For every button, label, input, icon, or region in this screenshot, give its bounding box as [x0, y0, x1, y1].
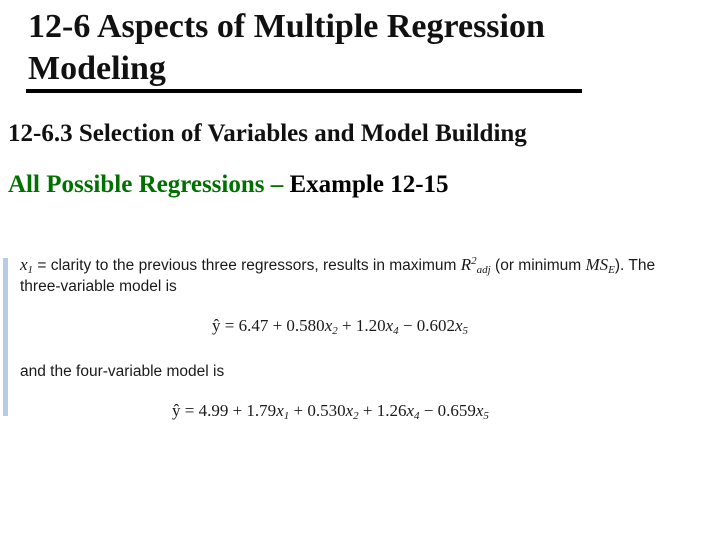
- eq2-x1: $x_1$: [276, 401, 290, 422]
- eq2-term3: + 1.26: [358, 401, 407, 420]
- slide-title-line1: 12-6 Aspects of Multiple Regression: [28, 8, 545, 45]
- title-underline: [26, 89, 582, 93]
- section-heading: 12-6.3 Selection of Variables and Model Building: [8, 120, 527, 147]
- eq1-term3: − 0.602: [398, 316, 455, 335]
- eq2-x4: $x_4$: [406, 401, 420, 422]
- excerpt-line-1-post: ). The: [614, 257, 656, 274]
- eq1-x5: $x_5$: [454, 316, 469, 337]
- excerpt-line-1-pre: = clarity to the previous three regressors, results in maximum: [37, 257, 457, 274]
- slide-title: [28, 6, 545, 90]
- math-mse: $MS_E$: [585, 255, 615, 276]
- eq2-term2: + 0.530: [289, 401, 346, 420]
- eq2-x5: $x_5$: [475, 401, 489, 422]
- three-variable-equation: [212, 316, 468, 336]
- eq1-term2: + 1.20: [337, 316, 386, 335]
- eq2-term4: − 0.659: [419, 401, 476, 420]
- math-r2-adj: $R^2_{adj}$: [460, 255, 491, 276]
- excerpt-line-1: [20, 254, 655, 277]
- eq1-x2: $x_2$: [324, 316, 338, 337]
- excerpt-line-3: and the four-variable model is: [20, 363, 225, 380]
- math-x1: $x_1$: [20, 255, 34, 276]
- example-heading-method: All Possible Regressions –: [8, 171, 284, 198]
- example-heading-label: Example 12-15: [283, 171, 449, 198]
- eq2-lhs: ŷ = 4.99 + 1.79: [172, 401, 277, 420]
- eq1-lhs: ŷ = 6.47 + 0.580: [212, 316, 325, 335]
- slide-title-line2: Modeling: [28, 50, 166, 87]
- four-variable-equation: [172, 401, 489, 421]
- excerpt-line-1-mid: (or minimum: [495, 257, 582, 274]
- eq1-x4: $x_4$: [385, 316, 399, 337]
- eq2-x2: $x_2$: [345, 401, 359, 422]
- excerpt-line-2: three-variable model is: [20, 278, 177, 295]
- excerpt-accent-bar: [3, 258, 8, 416]
- example-heading: [8, 171, 449, 199]
